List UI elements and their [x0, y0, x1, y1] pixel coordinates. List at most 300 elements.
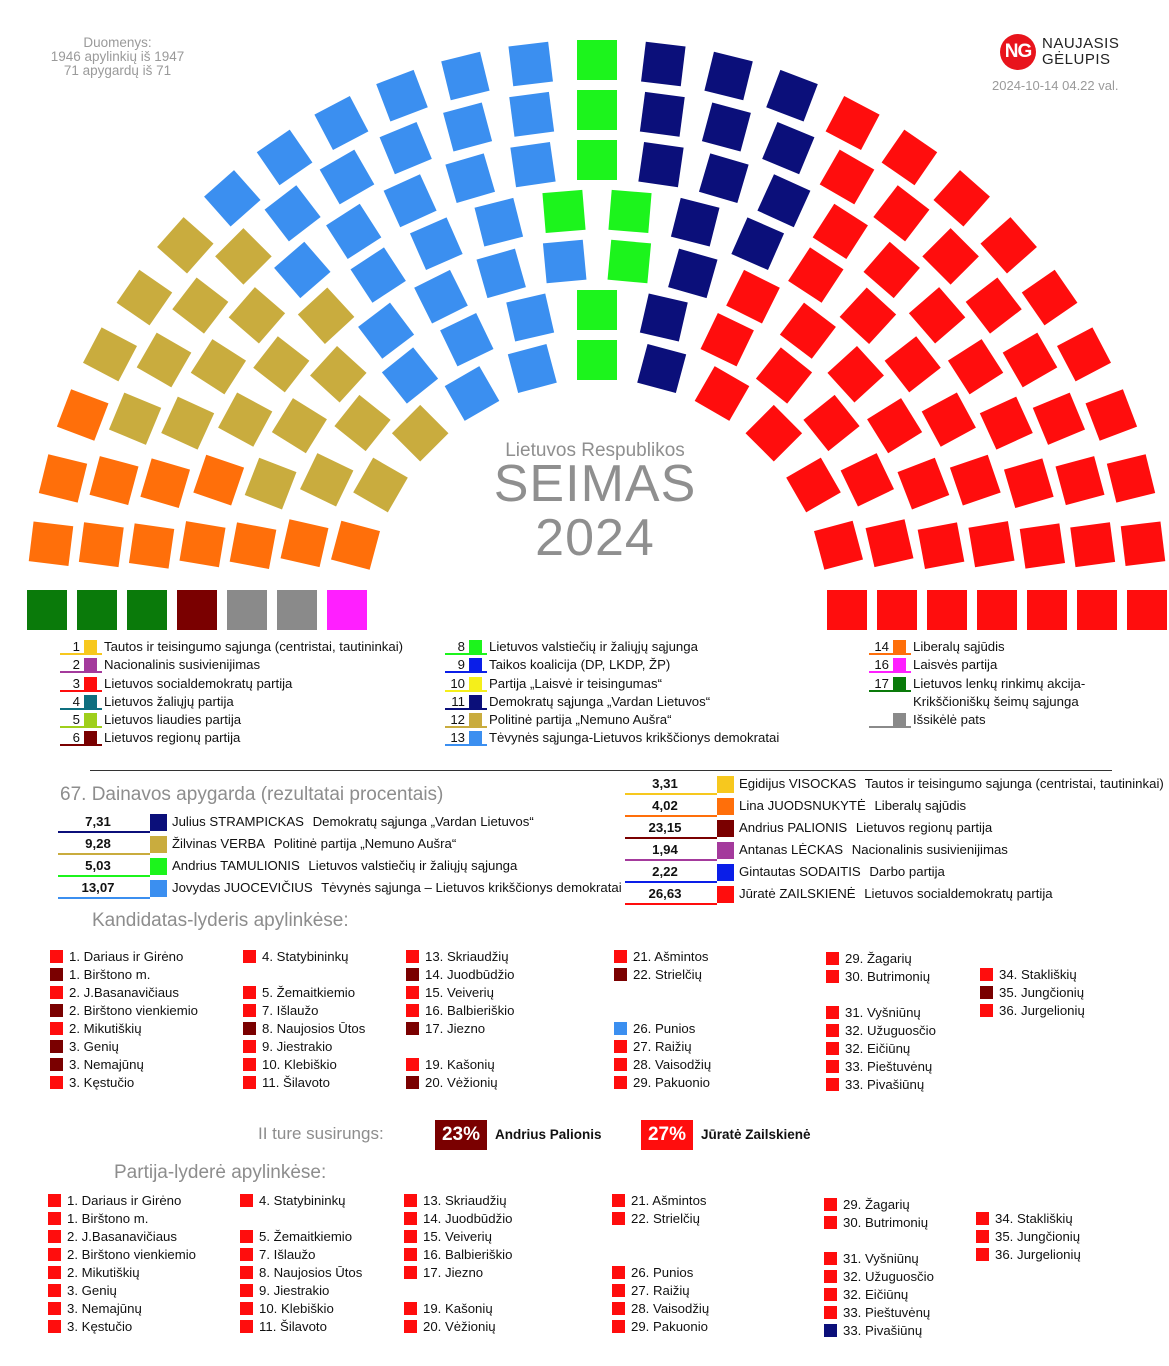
- precinct-swatch: [240, 1248, 253, 1261]
- seat-mark: [310, 346, 367, 403]
- seat-mark: [577, 340, 617, 380]
- candidate-percent: 5,03: [85, 858, 111, 873]
- seat-mark: [968, 521, 1014, 567]
- seat-mark: [508, 344, 557, 393]
- candidate-label: [739, 774, 1164, 794]
- precinct-label: 1. Dariaus ir Girėno: [69, 949, 184, 964]
- precinct-swatch: [404, 1266, 417, 1279]
- seat-mark: [39, 454, 87, 502]
- seat-mark: [274, 242, 330, 298]
- precinct-label: 13. Skriaudžių: [425, 949, 509, 964]
- runoff-a-percent: 23%: [435, 1120, 487, 1150]
- candidate-label: [172, 812, 534, 832]
- precinct-label: 21. Ašmintos: [633, 949, 709, 964]
- legend-label: Taikos koalicija (DP, LKDP, ŽP): [489, 657, 671, 673]
- precinct-swatch: [240, 1284, 253, 1297]
- precinct-swatch: [48, 1230, 61, 1243]
- precinct-swatch: [240, 1320, 253, 1333]
- seat-mark: [788, 247, 843, 302]
- seat-mark: [704, 52, 752, 100]
- precinct-label: 5. Žemaitkiemio: [259, 1229, 353, 1244]
- candidate-party: Nacionalinis susivienijimas: [848, 842, 1008, 857]
- precinct-label: 16. Balbieriškio: [425, 1003, 515, 1018]
- precinct-swatch: [48, 1302, 61, 1315]
- precinct-swatch: [48, 1284, 61, 1297]
- precinct-label: 2. J.Basanavičiaus: [69, 985, 179, 1000]
- data-source-note: [30, 36, 205, 78]
- seat-mark: [882, 130, 938, 186]
- legend-label: Lietuvos valstiečių ir žaliųjų sąjunga: [489, 639, 698, 654]
- precinct-swatch: [614, 1022, 627, 1035]
- precinct-swatch: [240, 1194, 253, 1207]
- precinct-label: 13. Skriaudžių: [423, 1193, 507, 1208]
- legend-number: 4: [72, 693, 80, 709]
- candidate-party: Lietuvos valstiečių ir žaliųjų sąjunga: [304, 858, 518, 873]
- seat-mark: [827, 590, 867, 630]
- precinct-swatch: [614, 1040, 627, 1053]
- timestamp: 2024-10-14 04.22 val.: [992, 78, 1119, 93]
- candidate-name: Lina JUODSNUKYTĖ: [739, 798, 866, 813]
- seat-mark: [229, 287, 285, 343]
- seat-mark: [298, 287, 355, 344]
- seat-mark: [77, 590, 117, 630]
- precinct-label: 29. Žagarių: [843, 1197, 910, 1212]
- seat-mark: [358, 303, 414, 359]
- precinct-label: 7. Išlaužo: [259, 1247, 316, 1262]
- seat-mark: [977, 590, 1017, 630]
- seat-mark: [177, 590, 217, 630]
- seat-mark: [577, 290, 617, 330]
- seat-mark: [218, 392, 272, 446]
- seat-mark: [922, 228, 979, 285]
- precinct-swatch: [50, 1022, 63, 1035]
- precinct-label: 9. Jiestrakio: [259, 1283, 330, 1298]
- precinct-label: 29. Žagarių: [845, 951, 912, 966]
- precinct-label: 15. Veiverių: [423, 1229, 492, 1244]
- legend-number: 5: [72, 712, 80, 728]
- legend-swatch: [469, 658, 482, 671]
- seat-mark: [885, 336, 941, 392]
- precinct-swatch: [240, 1266, 253, 1279]
- precinct-swatch: [404, 1230, 417, 1243]
- legend-swatch: [84, 713, 97, 726]
- seat-mark: [820, 150, 875, 205]
- legend-swatch: [469, 677, 482, 690]
- precinct-label: 32. Eičiūnų: [843, 1287, 909, 1302]
- seat-mark: [803, 395, 859, 451]
- candidate-label: [739, 884, 1053, 904]
- seat-mark: [1004, 458, 1054, 508]
- precinct-swatch: [243, 1040, 256, 1053]
- candidate-swatch: [150, 880, 167, 897]
- precinct-label: 32. Eičiūnų: [845, 1041, 911, 1056]
- seat-mark: [577, 140, 617, 180]
- seat-mark: [314, 96, 368, 150]
- data-line: 71 apygardų iš 71: [63, 63, 172, 78]
- seat-mark: [227, 590, 267, 630]
- candidate-percent: 9,28: [85, 836, 111, 851]
- legend-number: 14: [874, 639, 889, 654]
- candidate-label: [172, 878, 622, 898]
- candidate-swatch: [717, 842, 734, 859]
- precinct-label: 1. Birštono m.: [67, 1211, 149, 1226]
- precinct-label: 2. Birštono vienkiemio: [69, 1003, 199, 1018]
- precinct-swatch: [240, 1302, 253, 1315]
- seat-mark: [117, 270, 173, 326]
- precinct-label: 17. Jiezno: [425, 1021, 486, 1036]
- precinct-label: 8. Naujosios Ūtos: [262, 1021, 366, 1036]
- candidate-label: [739, 862, 945, 882]
- precinct-swatch: [826, 1078, 839, 1091]
- seat-mark: [877, 590, 917, 630]
- precinct-swatch: [243, 950, 256, 963]
- seat-mark: [380, 122, 432, 174]
- seat-mark: [265, 185, 321, 241]
- seat-mark: [909, 287, 965, 343]
- seat-mark: [980, 217, 1036, 273]
- seat-mark: [445, 153, 495, 203]
- seat-mark: [731, 217, 784, 270]
- seat-mark: [300, 453, 353, 506]
- precinct-swatch: [404, 1320, 417, 1333]
- legend-label: Išsikėlė pats: [913, 712, 986, 728]
- candidate-name: Antanas LĖCKAS: [739, 842, 844, 857]
- seat-mark: [766, 70, 818, 122]
- precinct-label: 22. Strielčių: [633, 967, 702, 982]
- candidate-percent: 23,15: [648, 820, 682, 835]
- legend-label: Politinė partija „Nemuno Aušra“: [489, 712, 672, 728]
- candidate-label: [739, 840, 1008, 860]
- seat-mark: [826, 96, 880, 150]
- candidate-label: [172, 834, 456, 854]
- section-divider: [90, 770, 1112, 771]
- precinct-swatch: [50, 950, 63, 963]
- precinct-label: 5. Žemaitkiemio: [262, 985, 356, 1000]
- seat-mark: [510, 142, 555, 187]
- precinct-label: 11. Šilavoto: [262, 1075, 330, 1090]
- data-line: 1946 apylinkių iš 1947: [50, 49, 185, 64]
- district-title: 67. Dainavos apygarda (rezultatai procentais): [60, 784, 444, 805]
- precinct-label: 19. Kašonių: [423, 1301, 493, 1316]
- precinct-swatch: [48, 1194, 61, 1207]
- candidate-party: Lietuvos regionų partija: [852, 820, 993, 835]
- legend-label: Lietuvos lenkų rinkimų akcija-: [913, 675, 1086, 691]
- precinct-swatch: [612, 1302, 625, 1315]
- legend-label: Lietuvos regionų partija: [104, 730, 241, 746]
- precinct-swatch: [824, 1306, 837, 1319]
- precinct-label: 4. Statybininkų: [262, 949, 349, 964]
- candidate-name: Jūratė ZAILSKIENĖ: [739, 886, 856, 901]
- seat-mark: [542, 190, 585, 233]
- precinct-label: 34. Stakliškių: [999, 967, 1077, 982]
- legend-number: 17: [874, 675, 889, 691]
- candidate-percent: 3,31: [652, 776, 678, 791]
- seat-mark: [410, 217, 463, 270]
- precinct-swatch: [406, 1058, 419, 1071]
- seat-mark: [272, 398, 327, 453]
- precinct-label: 2. Birštono vienkiemio: [67, 1247, 197, 1262]
- legend-label: Nacionalinis susivienijimas: [104, 657, 261, 673]
- seat-mark: [966, 278, 1022, 334]
- candidate-percent: 7,31: [85, 814, 111, 829]
- precinct-label: 2. J.Basanavičiaus: [67, 1229, 177, 1244]
- precinct-label: 27. Raižių: [631, 1283, 690, 1298]
- seat-mark: [440, 313, 493, 366]
- candidate-party: Tėvynės sąjunga – Lietuvos krikščionys demokratai: [317, 880, 622, 895]
- legend-swatch: [893, 640, 906, 653]
- precinct-label: 33. Pieštuvėnų: [845, 1059, 933, 1074]
- precinct-label: 11. Šilavoto: [259, 1319, 327, 1334]
- precinct-swatch: [980, 986, 993, 999]
- precinct-label: 10. Klebiškio: [259, 1301, 334, 1316]
- precinct-label: 31. Vyšniūnų: [843, 1251, 919, 1266]
- seat-mark: [1027, 590, 1067, 630]
- seat-mark: [506, 294, 554, 342]
- candidate-party: Politinė partija „Nemuno Aušra“: [270, 836, 457, 851]
- precinct-label: 3. Genių: [67, 1283, 117, 1298]
- precinct-swatch: [50, 1004, 63, 1017]
- seat-mark: [277, 590, 317, 630]
- seat-mark: [841, 453, 894, 506]
- precinct-label: 33. Pivašiūnų: [845, 1077, 925, 1092]
- leader-candidates-title: Kandidatas-lyderis apylinkėse:: [92, 910, 349, 931]
- candidate-swatch: [717, 798, 734, 815]
- precinct-swatch: [612, 1266, 625, 1279]
- seat-mark: [814, 521, 863, 570]
- precinct-swatch: [824, 1324, 837, 1337]
- precinct-swatch: [980, 968, 993, 981]
- brand-logo-icon: NG: [1000, 34, 1036, 70]
- seat-mark: [786, 458, 841, 513]
- precinct-label: 3. Genių: [69, 1039, 119, 1054]
- legend-swatch: [469, 695, 482, 708]
- precinct-swatch: [404, 1194, 417, 1207]
- seat-mark: [1121, 521, 1166, 566]
- runoff-a-name: Andrius Palionis: [495, 1127, 602, 1142]
- candidate-swatch: [717, 864, 734, 881]
- legend-swatch: [469, 713, 482, 726]
- candidate-label: [172, 856, 517, 876]
- seat-mark: [813, 204, 868, 259]
- precinct-swatch: [48, 1320, 61, 1333]
- precinct-label: 1. Birštono m.: [69, 967, 151, 982]
- brand-name: [1042, 36, 1119, 68]
- candidate-name: Egidijus VISOCKAS: [739, 776, 857, 791]
- legend-label: Tautos ir teisingumo sąjunga (centristai, tautininkai): [104, 639, 404, 654]
- precinct-swatch: [612, 1284, 625, 1297]
- seat-mark: [1127, 590, 1167, 630]
- leader-parties-title: Partija-lyderė apylinkėse:: [114, 1162, 327, 1183]
- seat-mark: [140, 458, 190, 508]
- legend-number: 6: [72, 730, 80, 746]
- precinct-swatch: [976, 1212, 989, 1225]
- precinct-label: 30. Butrimonių: [843, 1215, 929, 1230]
- seat-mark: [641, 42, 686, 87]
- seat-mark: [376, 70, 428, 122]
- seat-mark: [702, 103, 751, 152]
- candidate-swatch: [717, 820, 734, 837]
- precinct-label: 29. Pakuonio: [633, 1075, 710, 1090]
- precinct-label: 30. Butrimonių: [845, 969, 931, 984]
- legend-number: 11: [451, 693, 465, 709]
- precinct-label: 29. Pakuonio: [631, 1319, 708, 1334]
- seat-mark: [873, 185, 929, 241]
- legend-swatch: [469, 731, 482, 744]
- legend-number: 3: [72, 675, 80, 691]
- legend-swatch: [84, 695, 97, 708]
- seat-mark: [353, 458, 408, 513]
- candidate-swatch: [717, 886, 734, 903]
- legend-label: Demokratų sąjunga „Vardan Lietuvos“: [489, 693, 711, 709]
- candidate-percent: 1,94: [652, 842, 678, 857]
- precinct-label: 21. Ašmintos: [631, 1193, 707, 1208]
- precinct-swatch: [826, 1006, 839, 1019]
- precinct-swatch: [824, 1252, 837, 1265]
- runoff-b-percent: 27%: [641, 1120, 693, 1150]
- precinct-label: 10. Klebiškio: [262, 1057, 337, 1072]
- precinct-swatch: [612, 1212, 625, 1225]
- candidate-party: Lietuvos socialdemokratų partija: [860, 886, 1053, 901]
- legend-swatch: [84, 677, 97, 690]
- precinct-label: 2. Mikutiškių: [67, 1265, 140, 1280]
- seat-mark: [608, 240, 652, 284]
- candidate-percent: 4,02: [652, 798, 678, 813]
- legend-number: 2: [72, 657, 80, 673]
- seat-mark: [640, 294, 688, 342]
- precinct-label: 9. Jiestrakio: [262, 1039, 333, 1054]
- precinct-label: 36. Jurgelionių: [999, 1003, 1085, 1018]
- legend-number: 1: [72, 639, 80, 654]
- seat-mark: [780, 303, 836, 359]
- precinct-label: 28. Vaisodžių: [633, 1057, 712, 1072]
- candidate-swatch: [717, 776, 734, 793]
- precinct-swatch: [406, 986, 419, 999]
- seat-mark: [351, 247, 406, 302]
- candidate-name: Žilvinas VERBA: [172, 836, 266, 851]
- precinct-swatch: [824, 1198, 837, 1211]
- precinct-label: 28. Vaisodžių: [631, 1301, 710, 1316]
- seat-mark: [746, 405, 803, 462]
- candidate-name: Andrius TAMULIONIS: [172, 858, 300, 873]
- precinct-label: 16. Balbieriškio: [423, 1247, 513, 1262]
- precinct-swatch: [980, 1004, 993, 1017]
- seat-mark: [671, 198, 720, 247]
- seat-mark: [109, 393, 161, 445]
- seat-mark: [922, 392, 976, 446]
- candidate-name: Andrius PALIONIS: [739, 820, 848, 835]
- seat-mark: [331, 521, 380, 570]
- precinct-label: 36. Jurgelionių: [995, 1247, 1081, 1262]
- precinct-swatch: [48, 1266, 61, 1279]
- precinct-swatch: [243, 1076, 256, 1089]
- precinct-label: 3. Kęstučio: [69, 1075, 135, 1090]
- precinct-label: 3. Nemajūnų: [69, 1057, 144, 1072]
- seat-mark: [948, 339, 1003, 394]
- legend-swatch: [84, 731, 97, 744]
- legend-number: 12: [450, 712, 465, 728]
- precinct-swatch: [614, 950, 627, 963]
- legend-label: Liberalų sąjūdis: [913, 639, 1005, 654]
- legend-number: 10: [450, 675, 465, 691]
- seat-mark: [245, 458, 297, 510]
- seat-mark: [508, 42, 553, 87]
- seat-mark: [980, 397, 1033, 450]
- seat-mark: [1033, 393, 1085, 445]
- precinct-label: 3. Kęstučio: [67, 1319, 133, 1334]
- legend-label: Partija „Laisvė ir teisingumas“: [489, 675, 662, 691]
- seat-mark: [509, 92, 554, 137]
- seat-mark: [543, 240, 587, 284]
- seat-mark: [1020, 523, 1065, 568]
- seat-mark: [1107, 454, 1155, 502]
- precinct-label: 8. Naujosios Ūtos: [259, 1265, 363, 1280]
- seat-mark: [1022, 270, 1078, 326]
- seat-mark: [193, 455, 244, 506]
- seat-mark: [327, 590, 367, 630]
- precinct-swatch: [50, 986, 63, 999]
- legend-swatch: [84, 640, 97, 653]
- seat-mark: [863, 242, 919, 298]
- candidate-party: Darbo partija: [865, 864, 945, 879]
- seat-mark: [230, 522, 277, 569]
- precinct-label: 4. Statybininkų: [259, 1193, 346, 1208]
- seat-mark: [867, 398, 922, 453]
- seat-mark: [827, 346, 884, 403]
- seat-mark: [326, 204, 381, 259]
- brand-line: NAUJASIS: [1042, 35, 1120, 52]
- precinct-label: 33. Pieštuvėnų: [843, 1305, 931, 1320]
- seat-mark: [179, 521, 225, 567]
- legend-underline: [869, 726, 911, 728]
- seat-mark: [172, 278, 228, 334]
- seat-mark: [762, 122, 814, 174]
- precinct-label: 7. Išlaužo: [262, 1003, 319, 1018]
- precinct-swatch: [826, 1024, 839, 1037]
- precinct-swatch: [243, 1058, 256, 1071]
- candidate-percent: 2,22: [652, 864, 678, 879]
- legend-label: Lietuvos socialdemokratų partija: [104, 675, 293, 691]
- precinct-swatch: [612, 1320, 625, 1333]
- precinct-swatch: [406, 1022, 419, 1035]
- legend-swatch: [469, 640, 482, 653]
- chart-title-line1: Lietuvos Respublikos: [505, 440, 685, 461]
- seat-mark: [215, 228, 272, 285]
- candidate-swatch: [150, 814, 167, 831]
- brand-line: GĖLUPIS: [1042, 51, 1111, 68]
- precinct-swatch: [48, 1248, 61, 1261]
- candidate-name: Julius STRAMPICKAS: [172, 814, 304, 829]
- precinct-swatch: [824, 1270, 837, 1283]
- precinct-swatch: [976, 1248, 989, 1261]
- precinct-label: 1. Dariaus ir Girėno: [67, 1193, 182, 1208]
- seat-mark: [137, 333, 192, 388]
- precinct-swatch: [406, 968, 419, 981]
- candidate-percent: 13,07: [81, 880, 115, 895]
- precinct-swatch: [826, 1042, 839, 1055]
- seat-mark: [441, 52, 489, 100]
- seat-mark: [191, 339, 246, 394]
- seat-mark: [840, 287, 897, 344]
- seat-mark: [577, 40, 617, 80]
- precinct-label: 32. Užuguosčio: [845, 1023, 936, 1038]
- seat-mark: [79, 522, 124, 567]
- seat-mark: [1070, 522, 1115, 567]
- legend-swatch: [893, 658, 906, 671]
- seat-mark: [756, 347, 812, 403]
- candidate-name: Gintautas SODAITIS: [739, 864, 861, 879]
- runoff-b-name: Jūratė Zailskienė: [701, 1127, 811, 1142]
- precinct-swatch: [612, 1194, 625, 1207]
